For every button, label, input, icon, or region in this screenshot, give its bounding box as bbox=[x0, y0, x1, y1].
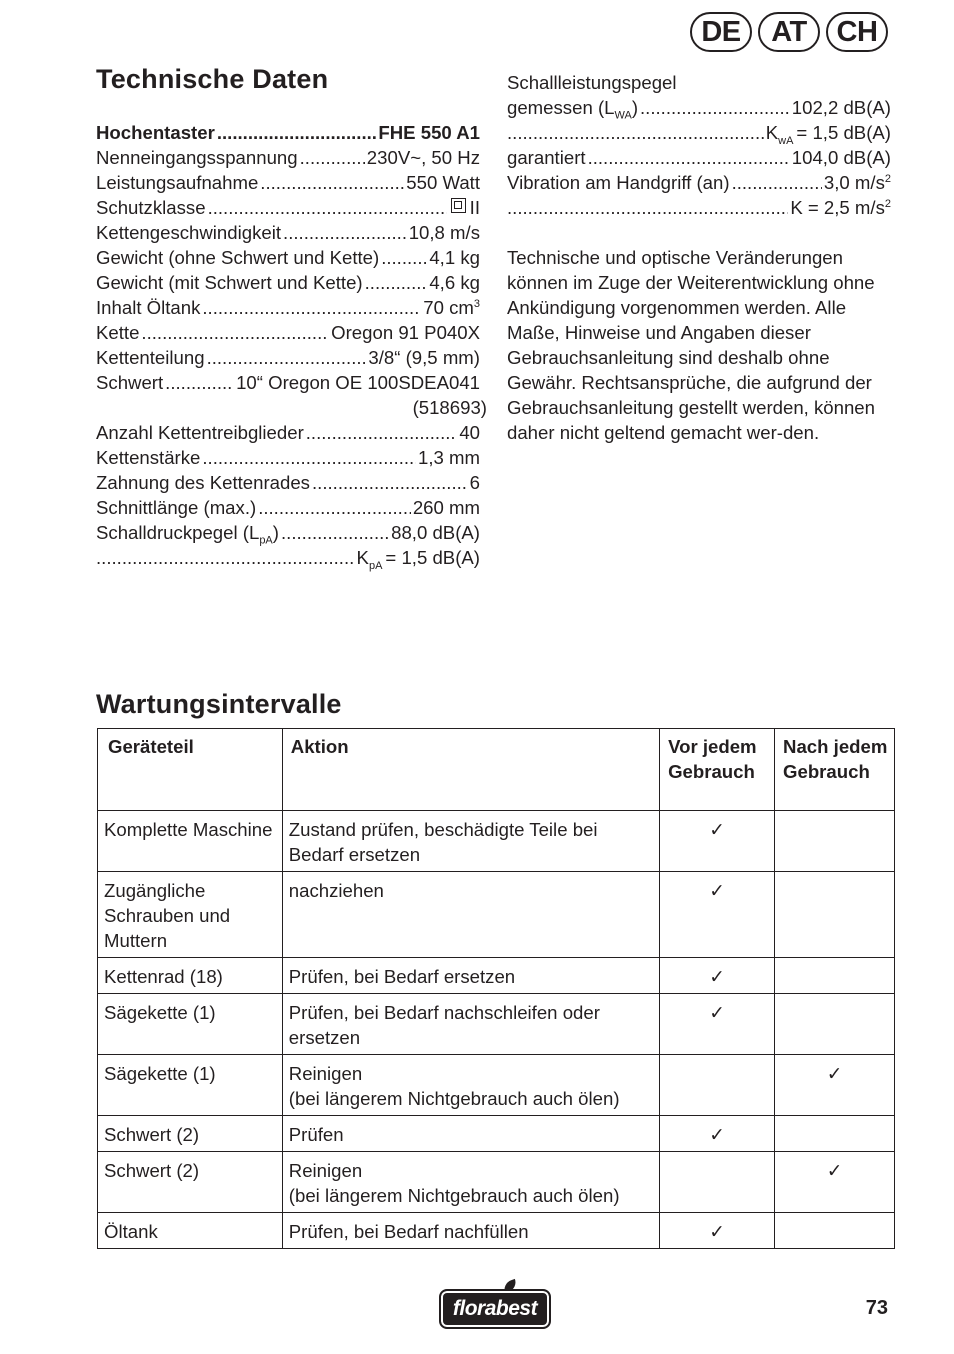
leader-dots bbox=[208, 195, 447, 220]
cell-action-text: nachziehen bbox=[288, 880, 384, 901]
spec-label-text: Inhalt Öltank bbox=[96, 297, 201, 318]
country-badges bbox=[690, 12, 888, 52]
leader-dots bbox=[306, 420, 458, 445]
spec-label-text: Kette bbox=[96, 322, 140, 343]
spec-row bbox=[96, 195, 480, 220]
spec-value-text: 3/8“ (9,5 mm) bbox=[368, 347, 480, 368]
leader-dots bbox=[141, 320, 329, 345]
spec-label-sub: WA bbox=[614, 109, 632, 122]
table-header-row bbox=[98, 729, 895, 811]
spec-label bbox=[96, 220, 283, 245]
spec-value-text: 230V~, 50 Hz bbox=[366, 147, 480, 168]
cell-before-use bbox=[660, 1055, 775, 1116]
spec-label bbox=[96, 270, 365, 295]
notice-paragraph: Technische und optische Veränderungen können im Zuge der Weiterentwicklung ohne Ankündigung vorgenommen werden. Alle Maße, Hinweise und Angaben dieser Gebrauchsanleitung sind deshalb ohne Gewähr. Rechtsansprüche, die aufgrund der Gebrauchsanleitung gestellt werden, können daher nicht geltend gemacht wer-den. bbox=[507, 247, 875, 443]
cell-action-note: (bei längerem Nichtgebrauch auch ölen) bbox=[288, 1088, 620, 1109]
cell-action bbox=[282, 994, 659, 1055]
spec-value-text: 102,2 dB(A) bbox=[791, 97, 891, 118]
cell-after-use bbox=[775, 1055, 895, 1116]
spec-value-text: 4,6 kg bbox=[429, 272, 480, 293]
cell-after-use bbox=[775, 1152, 895, 1213]
header-after-use: Nach jedem Gebrauch bbox=[775, 729, 895, 811]
spec-row bbox=[96, 445, 480, 470]
maintenance-table bbox=[97, 728, 895, 1249]
spec-value bbox=[421, 295, 480, 320]
spec-label bbox=[96, 195, 208, 220]
leader-dots bbox=[300, 145, 365, 170]
spec-value-text: = 1,5 dB(A) bbox=[385, 547, 480, 568]
spec-label bbox=[96, 120, 217, 145]
spec-row bbox=[96, 420, 480, 445]
spec-value bbox=[427, 245, 480, 270]
cell-part: Öltank bbox=[98, 1213, 283, 1249]
spec-row bbox=[96, 495, 480, 520]
spec-label bbox=[96, 420, 306, 445]
spec-value-sup: 2 bbox=[884, 197, 891, 210]
sound-data-list bbox=[507, 70, 891, 220]
spec-value-text: 260 mm bbox=[412, 497, 480, 518]
spec-value bbox=[416, 445, 480, 470]
spec-row bbox=[507, 120, 891, 145]
cell-action-text: Prüfen bbox=[288, 1124, 344, 1145]
spec-value bbox=[764, 120, 891, 145]
spec-label-text: Hochentaster bbox=[96, 122, 215, 143]
check-icon: ✓ bbox=[826, 1160, 843, 1181]
leader-dots bbox=[165, 370, 234, 395]
table-row bbox=[98, 958, 895, 994]
spec-label-text: Nenneingangsspannung bbox=[96, 147, 298, 168]
protection-class-icon bbox=[451, 198, 466, 213]
cell-before-use bbox=[660, 811, 775, 872]
spec-value bbox=[790, 95, 891, 120]
leader-dots bbox=[640, 95, 790, 120]
spec-row bbox=[96, 520, 480, 545]
spec-label bbox=[96, 320, 141, 345]
leader-dots bbox=[312, 470, 468, 495]
spec-value-sub: pA bbox=[368, 559, 383, 572]
spec-row bbox=[96, 145, 480, 170]
spec-value-text: 550 Watt bbox=[406, 172, 480, 193]
spec-label-sub: pA bbox=[259, 534, 273, 547]
table-row bbox=[98, 811, 895, 872]
spec-label bbox=[96, 145, 300, 170]
spec-value bbox=[355, 545, 480, 570]
check-icon: ✓ bbox=[709, 1002, 725, 1023]
cell-action bbox=[282, 811, 659, 872]
spec-value-sub: wA bbox=[778, 134, 794, 147]
spec-label-text: Vibration am Handgriff (an) bbox=[507, 172, 730, 193]
spec-value-text: = 1,5 dB(A) bbox=[796, 122, 891, 143]
spec-value-text: K = 2,5 m/s bbox=[790, 197, 885, 218]
cell-part: Komplette Maschine bbox=[98, 811, 283, 872]
spec-label-text: Kettenstärke bbox=[96, 447, 201, 468]
spec-value-text: 3,0 m/s bbox=[823, 172, 885, 193]
spec-row bbox=[96, 220, 480, 245]
spec-label-text: Schwert bbox=[96, 372, 164, 393]
spec-value bbox=[234, 370, 480, 395]
leader-dots bbox=[258, 495, 411, 520]
check-icon: ✓ bbox=[709, 819, 725, 840]
cell-after-use bbox=[775, 958, 895, 994]
cell-action-text: Prüfen, bei Bedarf nachfüllen bbox=[288, 1221, 529, 1242]
spec-label bbox=[96, 170, 260, 195]
cell-after-use bbox=[775, 1213, 895, 1249]
header-action: Aktion bbox=[282, 729, 659, 811]
spec-label bbox=[96, 245, 381, 270]
cell-before-use bbox=[660, 872, 775, 958]
spec-label bbox=[507, 145, 588, 170]
spec-value bbox=[427, 270, 480, 295]
spec-label-text: Gewicht (ohne Schwert und Kette) bbox=[96, 247, 380, 268]
spec-value-text: Oregon 91 P040X bbox=[331, 322, 480, 343]
leader-dots bbox=[732, 170, 822, 195]
cell-action-text: Prüfen, bei Bedarf nachschleifen oder ersetzen bbox=[288, 1002, 600, 1048]
spec-value-sup: 2 bbox=[884, 172, 891, 185]
spec-label bbox=[96, 445, 202, 470]
spec-row bbox=[96, 170, 480, 195]
leader-dots bbox=[588, 145, 790, 170]
cell-before-use bbox=[660, 1116, 775, 1152]
table-row bbox=[98, 1116, 895, 1152]
cell-action bbox=[282, 872, 659, 958]
cell-after-use bbox=[775, 994, 895, 1055]
spec-label-text: Schutzklasse bbox=[96, 197, 206, 218]
spec-value-text: 88,0 dB(A) bbox=[391, 522, 480, 543]
leader-dots bbox=[365, 270, 428, 295]
country-badge-ch: CH bbox=[826, 12, 888, 52]
table-row bbox=[98, 872, 895, 958]
tech-data-title: Technische Daten bbox=[96, 64, 329, 94]
cell-before-use bbox=[660, 1152, 775, 1213]
cell-part: Kettenrad (18) bbox=[98, 958, 283, 994]
cell-after-use bbox=[775, 811, 895, 872]
spec-label-text: Zahnung des Kettenrades bbox=[96, 472, 310, 493]
table-row bbox=[98, 994, 895, 1055]
cell-part: Sägekette (1) bbox=[98, 1055, 283, 1116]
spec-value-text: 10“ Oregon OE 100SDEA041 bbox=[236, 372, 480, 393]
spec-value bbox=[389, 520, 480, 545]
spec-row bbox=[96, 295, 480, 320]
cell-before-use bbox=[660, 958, 775, 994]
spec-value-prefix: K bbox=[765, 122, 779, 143]
spec-row bbox=[507, 195, 891, 220]
spec-label-text: Kettenteilung bbox=[96, 347, 205, 368]
spec-value bbox=[329, 320, 480, 345]
country-badge-de: DE bbox=[690, 12, 752, 52]
spec-row bbox=[96, 470, 480, 495]
spec-row bbox=[507, 95, 891, 120]
spec-label bbox=[96, 295, 202, 320]
spec-value-text: 4,1 kg bbox=[429, 247, 480, 268]
spec-row bbox=[96, 345, 480, 370]
spec-value-text: 6 bbox=[469, 472, 480, 493]
spec-label-suffix: ) bbox=[272, 522, 279, 543]
spec-continuation: (518693) bbox=[412, 397, 487, 418]
cell-before-use bbox=[660, 994, 775, 1055]
spec-label bbox=[507, 95, 640, 120]
spec-label-suffix: ) bbox=[631, 97, 639, 118]
spec-label bbox=[96, 370, 165, 395]
spec-value-text: II bbox=[469, 197, 480, 218]
table-row bbox=[98, 1055, 895, 1116]
cell-before-use bbox=[660, 1213, 775, 1249]
spec-row bbox=[507, 145, 891, 170]
spec-value bbox=[366, 345, 480, 370]
spec-row bbox=[96, 270, 480, 295]
check-icon: ✓ bbox=[709, 1124, 725, 1145]
spec-label-text: Gewicht (mit Schwert und Kette) bbox=[96, 272, 363, 293]
leader-dots bbox=[281, 520, 389, 545]
spec-row bbox=[507, 170, 891, 195]
spec-label-text: Anzahl Kettentreibglieder bbox=[96, 422, 304, 443]
check-icon: ✓ bbox=[709, 966, 725, 987]
spec-value bbox=[365, 145, 480, 170]
spec-value bbox=[788, 195, 891, 220]
spec-label bbox=[96, 520, 281, 545]
leader-dots bbox=[207, 345, 367, 370]
spec-value bbox=[822, 170, 891, 195]
table-row bbox=[98, 1213, 895, 1249]
spec-value-text: 104,0 dB(A) bbox=[791, 147, 891, 168]
leader-dots bbox=[260, 170, 404, 195]
spec-value-prefix: K bbox=[356, 547, 369, 568]
spec-label-text: garantiert bbox=[507, 147, 586, 168]
cell-action bbox=[282, 1152, 659, 1213]
spec-label bbox=[96, 345, 207, 370]
spec-value bbox=[407, 220, 480, 245]
cell-part: Sägekette (1) bbox=[98, 994, 283, 1055]
leader-dots bbox=[217, 120, 377, 145]
spec-row bbox=[96, 545, 480, 570]
spec-value bbox=[790, 145, 891, 170]
spec-value-text: 1,3 mm bbox=[418, 447, 480, 468]
leader-dots bbox=[283, 220, 407, 245]
spec-value bbox=[457, 420, 480, 445]
cell-after-use bbox=[775, 872, 895, 958]
spec-label-text: Schalldruckpegel (L bbox=[96, 522, 260, 543]
cell-action-text: Reinigen bbox=[288, 1063, 363, 1084]
spec-label-text: gemessen (L bbox=[507, 97, 615, 118]
tech-data-list bbox=[96, 120, 487, 572]
spec-label bbox=[96, 495, 258, 520]
spec-label bbox=[96, 470, 312, 495]
spec-label-text: Leistungsaufnahme bbox=[96, 172, 259, 193]
table-row bbox=[98, 1152, 895, 1213]
leader-dots bbox=[96, 545, 355, 570]
spec-row bbox=[96, 245, 480, 270]
spec-value bbox=[376, 120, 480, 145]
leader-dots bbox=[381, 245, 427, 270]
header-before-use: Vor jedem Gebrauch bbox=[660, 729, 775, 811]
sound-heading: Schallleistungspegel bbox=[507, 72, 677, 93]
cell-part: Schwert (2) bbox=[98, 1116, 283, 1152]
spec-value-sup: 3 bbox=[473, 297, 480, 310]
spec-value bbox=[447, 195, 480, 220]
spec-value bbox=[411, 495, 480, 520]
country-badge-at: AT bbox=[758, 12, 820, 52]
check-icon: ✓ bbox=[709, 1221, 725, 1242]
cell-action bbox=[282, 1213, 659, 1249]
cell-part: Zugängliche Schrauben und Muttern bbox=[98, 872, 283, 958]
spec-label-text: Schnittlänge (max.) bbox=[96, 497, 257, 518]
leader-dots bbox=[507, 195, 788, 220]
check-icon: ✓ bbox=[709, 880, 725, 901]
cell-action-text: Zustand prüfen, beschädigte Teile bei Bedarf ersetzen bbox=[288, 819, 598, 865]
leader-dots bbox=[202, 295, 421, 320]
page-number: 73 bbox=[865, 1297, 888, 1319]
spec-row bbox=[96, 320, 480, 345]
cell-action bbox=[282, 1116, 659, 1152]
spec-value-text: 10,8 m/s bbox=[408, 222, 480, 243]
spec-value-text: FHE 550 A1 bbox=[378, 122, 480, 143]
cell-action-text: Reinigen bbox=[288, 1160, 363, 1181]
cell-action bbox=[282, 958, 659, 994]
header-part: Geräteteil bbox=[98, 729, 283, 811]
leader-dots bbox=[507, 120, 764, 145]
spec-value bbox=[404, 170, 480, 195]
spec-label-text: Kettengeschwindigkeit bbox=[96, 222, 282, 243]
leader-dots bbox=[202, 445, 416, 470]
cell-after-use bbox=[775, 1116, 895, 1152]
maintenance-title: Wartungsintervalle bbox=[96, 689, 342, 719]
spec-value-text: 70 cm bbox=[423, 297, 474, 318]
spec-label bbox=[507, 170, 732, 195]
florabest-logo: florabest bbox=[439, 1289, 551, 1329]
spec-row bbox=[96, 120, 480, 145]
check-icon: ✓ bbox=[826, 1063, 843, 1084]
spec-row bbox=[96, 370, 480, 395]
spec-value bbox=[468, 470, 480, 495]
cell-action-note: (bei längerem Nichtgebrauch auch ölen) bbox=[288, 1185, 620, 1206]
cell-action bbox=[282, 1055, 659, 1116]
cell-part: Schwert (2) bbox=[98, 1152, 283, 1213]
spec-value-text: 40 bbox=[459, 422, 480, 443]
cell-action-text: Prüfen, bei Bedarf ersetzen bbox=[288, 966, 516, 987]
